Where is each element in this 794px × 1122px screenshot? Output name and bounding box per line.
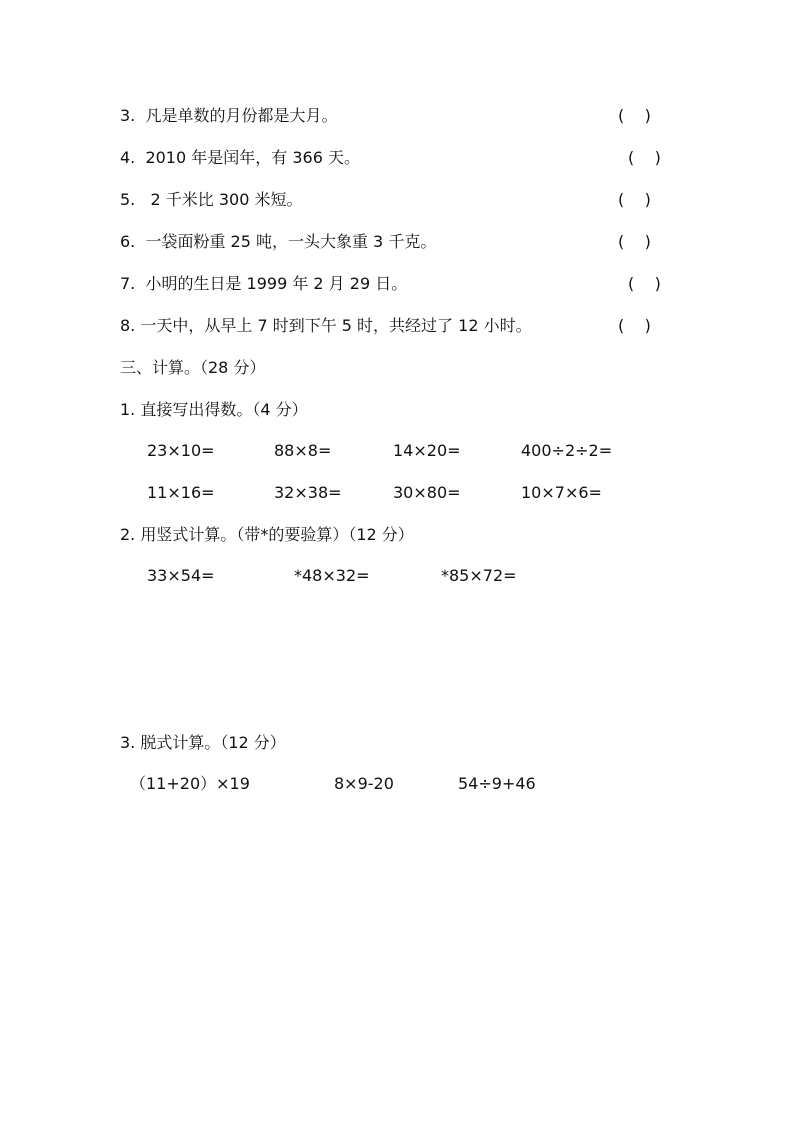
q1-expression: 88×8= (274, 441, 332, 460)
q3-title: 3. 脱式计算。（12 分） (120, 733, 286, 752)
answer-bracket-8: ( ) (618, 316, 651, 335)
q1-title: 1. 直接写出得数。（4 分） (120, 400, 308, 419)
answer-bracket-3: ( ) (618, 106, 651, 125)
q1-expression: 30×80= (393, 483, 461, 502)
q3-expression: （11+20）×19 (130, 774, 250, 793)
section-title-calculation: 三、计算。（28 分） (120, 358, 266, 377)
q2-expression: *48×32= (294, 566, 370, 585)
judge-item-5: 5. 2 千米比 300 米短。 (120, 190, 303, 209)
judge-item-3: 3. 凡是单数的月份都是大月。 (120, 106, 338, 125)
q1-expression: 32×38= (274, 483, 342, 502)
q3-expression: 54÷9+46 (458, 774, 536, 793)
answer-bracket-6: ( ) (618, 232, 651, 251)
q3-expression: 8×9-20 (334, 774, 394, 793)
q2-expression: 33×54= (147, 566, 215, 585)
q1-expression: 11×16= (147, 483, 215, 502)
q1-expression: 400÷2÷2= (521, 441, 613, 460)
q1-expression: 10×7×6= (521, 483, 602, 502)
q2-expression: *85×72= (441, 566, 517, 585)
answer-bracket-7: ( ) (628, 274, 661, 293)
answer-bracket-4: ( ) (628, 148, 661, 167)
q1-expression: 14×20= (393, 441, 461, 460)
answer-bracket-5: ( ) (618, 190, 651, 209)
q2-title: 2. 用竖式计算。（带*的要验算）（12 分） (120, 525, 414, 544)
q1-expression: 23×10= (147, 441, 215, 460)
judge-item-6: 6. 一袋面粉重 25 吨，一头大象重 3 千克。 (120, 232, 437, 251)
judge-item-7: 7. 小明的生日是 1999 年 2 月 29 日。 (120, 274, 408, 293)
judge-item-8: 8. 一天中，从早上 7 时到下午 5 时，共经过了 12 小时。 (120, 316, 532, 335)
judge-item-4: 4. 2010 年是闰年，有 366 天。 (120, 148, 360, 167)
